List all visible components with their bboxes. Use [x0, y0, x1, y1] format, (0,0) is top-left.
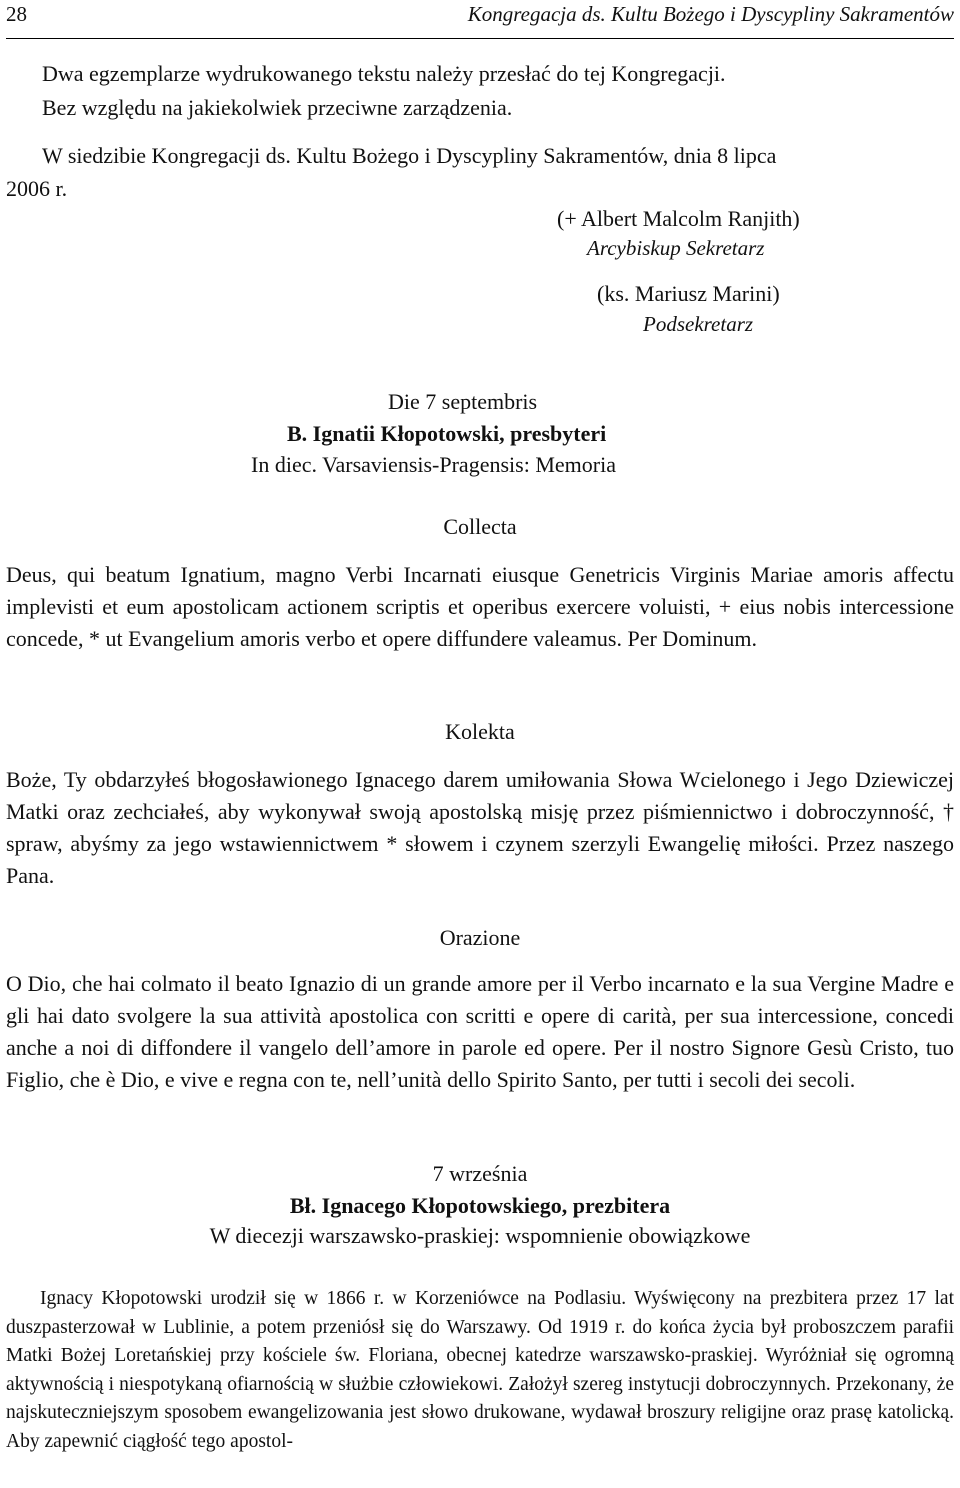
signature-2-name: (ks. Mariusz Marini) [597, 281, 780, 306]
latin-date: Die 7 septembris [388, 389, 538, 414]
kolekta-text: Boże, Ty obdarzyłeś błogosławionego Ignacego darem umiłowania Słowa Wcielonego i Jego Dziewiczej Matki oraz zechciałeś, aby wykonywał swoją apostolską misję przez piśmiennictwo i dobroczynność, † spraw, abyśmy za jego wstawiennictwem * słowem i czynem szerzyli Ewangelię miłości. Przez naszego Pana. [6, 767, 954, 888]
page-number: 28 [6, 2, 27, 26]
signature-2-title: Podsekretarz [643, 312, 754, 336]
biography-text: Ignacy Kłopotowski urodził się w 1866 r. w Korzeniówce na Podlasiu. Wyświęcony na prezbitera przez 17 lat duszpasterzował w Lublinie, a potem przeniósł się do Warszawy. Od 1919 r. do końca życia był proboszczem parafii Matki Bożej Loretańskiej przy kościele św. Floriana, obecnej katedrze warszawsko-praskiej. Wyróżniał się ogromną aktywnością i niespotykaną ofiarnością w służbie człowiekowi. Założył szereg instytucji dobroczynnych. Przekonany, że najskuteczniejszym sposobem ewangelizowania jest słowo drukowane, wydawał broszury religijne oraz prasę katolicką. Aby zapewnić ciągłość tego apostol- [6, 1288, 954, 1452]
latin-saint-title: B. Ignatii Kłopotowski, presbyteri [287, 421, 607, 446]
latin-rank: In diec. Varsaviensis-Pragensis: Memoria [251, 452, 616, 477]
closing-line-4: 2006 r. [6, 176, 68, 201]
collecta-heading: Collecta [443, 514, 517, 539]
polish-rank: W diecezji warszawsko-praskiej: wspomnienie obowiązkowe [209, 1223, 751, 1248]
orazione-text: O Dio, che hai colmato il beato Ignazio di un grande amore per il Verbo incarnato e la sua Vergine Madre e gli hai dato svolgere la sua attività apostolica con scritti e opere di carità, per sua intercessione, concedi anche a noi di diffondere il vangelo dell’amore in parole ed opere. Per il nostro Signore Gesù Cristo, tuo Figlio, che è Dio, e vive e regna con te, nell’unità dello Spirito Santo, per tutti i secoli dei secoli. [6, 971, 954, 1092]
kolekta-heading: Kolekta [445, 719, 515, 744]
polish-saint-title: Bł. Ignacego Kłopotowskiego, prezbitera [289, 1193, 671, 1218]
closing-line-2: Bez względu na jakiekolwiek przeciwne zarządzenia. [42, 95, 513, 120]
orazione-heading: Orazione [439, 925, 521, 950]
collecta-text: Deus, qui beatum Ignatium, magno Verbi Incarnati eiusque Genetricis Virginis Mariae amoris affectu implevisti et eum apostolicam actionem scriptis et operibus exercere voluisti, + eius nobis intercessione concede, * ut Evangelium amoris verbo et opere diffundere valeamus. Per Dominum. [6, 562, 954, 651]
signature-1-name: (+ Albert Malcolm Ranjith) [557, 206, 800, 231]
closing-line-1: Dwa egzemplarze wydrukowanego tekstu należy przesłać do tej Kongregacji. [42, 61, 726, 86]
polish-date: 7 września [432, 1161, 528, 1186]
page-header [6, 0, 954, 39]
closing-line-3: W siedzibie Kongregacji ds. Kultu Bożego i Dyscypliny Sakramentów, dnia 8 lipca [42, 143, 777, 168]
signature-1-title: Arcybiskup Sekretarz [587, 236, 765, 260]
running-title: Kongregacja ds. Kultu Bożego i Dyscypliny Sakramentów [467, 2, 954, 26]
